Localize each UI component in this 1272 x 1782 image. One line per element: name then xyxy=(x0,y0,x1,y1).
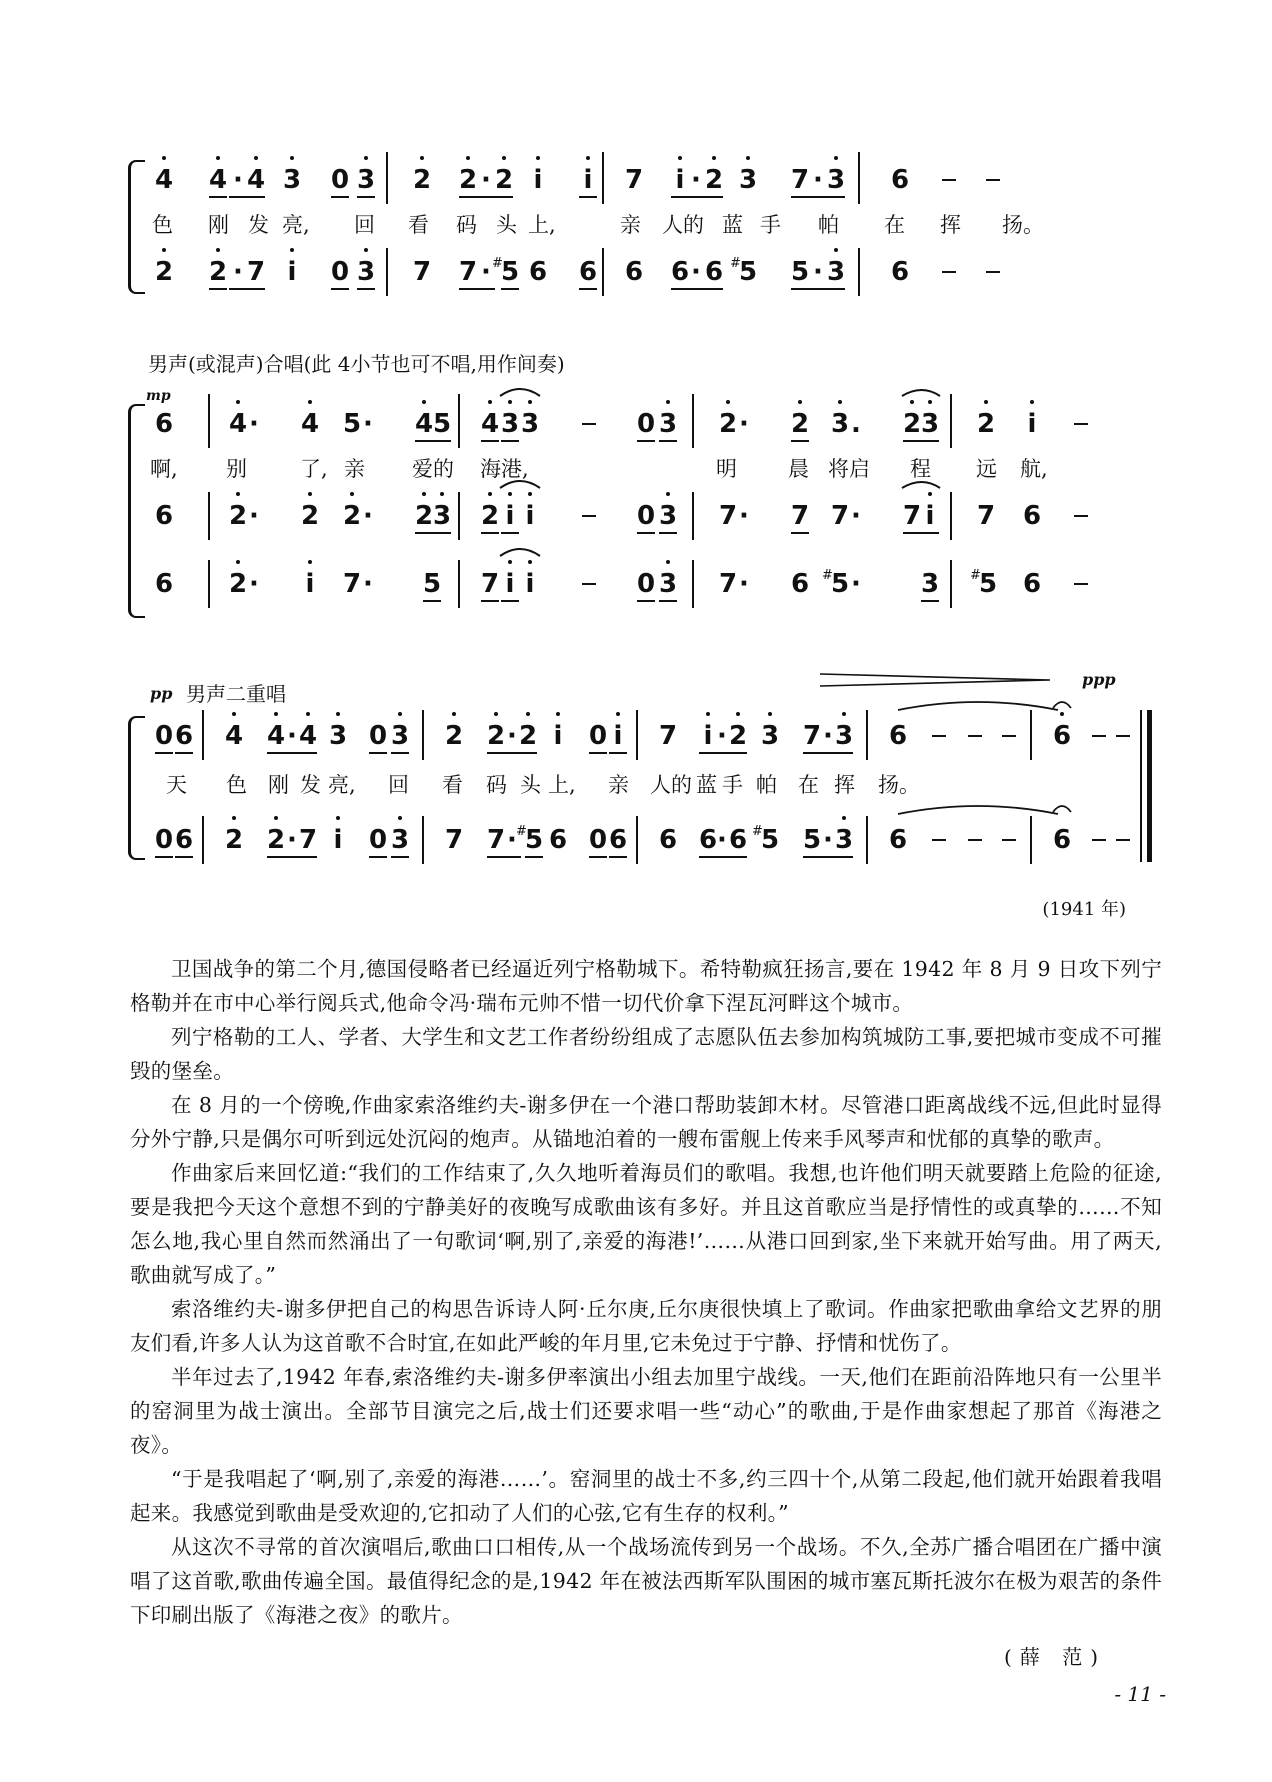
note: 7 xyxy=(790,160,810,200)
dot: · xyxy=(851,569,861,599)
dot: · xyxy=(712,716,732,756)
note: 2 xyxy=(300,496,320,536)
barline xyxy=(858,248,860,296)
dot: · xyxy=(712,820,732,860)
note: 6 xyxy=(154,409,174,439)
dynamic-mark: mp xyxy=(146,388,171,404)
section-label: 男声二重唱 xyxy=(186,682,286,706)
lyric: 发 xyxy=(248,213,269,237)
voice-lower xyxy=(150,252,1140,292)
note: 2 xyxy=(486,716,506,756)
lyric: 扬。 xyxy=(1002,213,1044,237)
note: 6 xyxy=(888,721,908,751)
note: 6 xyxy=(1022,569,1042,599)
note: 0 xyxy=(636,404,656,444)
barline xyxy=(602,152,604,204)
note: 3 xyxy=(920,404,940,444)
note: 2 xyxy=(342,496,362,536)
note: # 5 xyxy=(830,564,850,604)
fermata xyxy=(1053,702,1071,708)
lyric: 亲 xyxy=(608,773,629,797)
dot: · xyxy=(739,409,749,439)
note: 0 xyxy=(330,252,350,292)
note: 4 xyxy=(300,404,320,444)
note: 2 xyxy=(154,252,174,292)
lyric: 晨 xyxy=(788,457,809,481)
lyric: 明 xyxy=(716,457,737,481)
note: 3 xyxy=(738,160,758,200)
barline xyxy=(386,152,388,204)
note: i xyxy=(282,252,302,292)
paragraph: 作曲家后来回忆道:“我们的工作结束了,久久地听着海员们的歌唱。我想,也许他们明天就要踏上危险的征途,要是我把今天这个意想不到的宁静美好的夜晚写成歌曲该有多好。并且这首歌应当是抒情性的或真挚的……不知怎么地,我心里自然而然涌出了一句歌词‘啊,别了,亲爱的海港!’……从港口回到家,坐下来就开始写曲。用了两天,歌曲就写成了。” xyxy=(130,1161,1162,1287)
lyric: 人的 xyxy=(662,213,704,237)
note: 4 xyxy=(154,160,174,200)
lyric: 色 xyxy=(152,213,173,237)
note: 2 xyxy=(412,160,432,200)
note: 3 xyxy=(432,496,452,536)
lyric: 将启 xyxy=(828,457,870,481)
note: 4 xyxy=(208,160,228,200)
dot: · xyxy=(476,160,496,200)
note: 3 xyxy=(760,716,780,756)
paragraph: 卫国战争的第二个月,德国侵略者已经逼近列宁格勒城下。希特勒疯狂扬言,要在 1942 年 8 月 9 日攻下列宁格勒并在市中心举行阅兵式,他命令冯·瑞布元帅不惜一切代价拿下涅瓦河畔这个城市。 xyxy=(130,957,1162,1015)
note: 6 xyxy=(790,569,810,599)
voice-upper xyxy=(150,160,1140,200)
note: i xyxy=(578,160,598,200)
lyric: 发 xyxy=(300,773,321,797)
lyric: 爱的 xyxy=(412,457,454,481)
note: 2 xyxy=(228,564,248,604)
note: 7 xyxy=(486,820,506,860)
lyric: 刚 xyxy=(268,773,289,797)
note: # 5 xyxy=(978,564,998,604)
score-system-3 xyxy=(150,716,1140,866)
paragraph: 列宁格勒的工人、学者、大学生和文艺工作者纷纷组成了志愿队伍去参加构筑城防工事,要把城市变成不可摧毁的堡垒。 xyxy=(130,1025,1162,1083)
note: 3 xyxy=(356,160,376,200)
note: # 5 xyxy=(760,820,780,860)
dot: · xyxy=(363,569,373,599)
note: 4 xyxy=(298,716,318,756)
note: 7 xyxy=(246,252,266,292)
dash xyxy=(986,179,1000,181)
note: i xyxy=(608,716,628,756)
note: 7 xyxy=(298,820,318,860)
paragraph: 从这次不寻常的首次演唱后,歌曲口口相传,从一个战场流传到另一个战场。不久,全苏广播合唱团在广播中演唱了这首歌,歌曲传遍全国。最值得纪念的是,1942 年在被法西斯军队围困的城市塞瓦斯托波尔在极为艰苦的条件下印刷出版了《海港之夜》的歌片。 xyxy=(130,1535,1162,1627)
dot: · xyxy=(739,501,749,531)
note: 6 xyxy=(670,252,690,292)
note: i xyxy=(528,160,548,200)
note: 6 xyxy=(548,825,568,855)
note: 0 xyxy=(588,716,608,756)
note: 3 xyxy=(390,716,410,756)
decrescendo-hairpin xyxy=(820,668,1060,692)
paragraph: 半年过去了,1942 年春,索洛维约夫-谢多伊率演出小组去加里宁战线。一天,他们在距前沿阵地只有一公里半的窑洞里为战士演出。全部节目演完之后,战士们还要求唱一些“动心”的歌曲,于是作曲家想起了那首《海港之夜》。 xyxy=(130,1365,1162,1457)
lyric: 蓝 xyxy=(696,773,717,797)
barline xyxy=(386,248,388,296)
dot: · xyxy=(249,501,259,531)
paragraph: 索洛维约夫-谢多伊把自己的构思告诉诗人阿·丘尔庚,丘尔庚很快填上了歌词。作曲家把歌曲拿给文艺界的朋友们看,许多人认为这首歌不合时宜,在如此严峻的年月里,它未免过于宁静、抒情和忧伤了。 xyxy=(130,1297,1162,1355)
dash xyxy=(582,583,596,585)
system-brace xyxy=(128,716,145,860)
article-body xyxy=(130,952,1162,1632)
lyric: 在 xyxy=(884,213,905,237)
final-barline-thin xyxy=(1140,710,1142,862)
lyric: 码 xyxy=(486,773,507,797)
note: 7 xyxy=(718,501,738,531)
note: 6 xyxy=(704,252,724,292)
note: 0 xyxy=(636,496,656,536)
dynamic-mark: ppp xyxy=(1082,670,1116,689)
lyric: 了, xyxy=(300,457,328,481)
note: 2 xyxy=(414,496,434,536)
barline xyxy=(858,152,860,204)
lyric: 亮, xyxy=(328,773,356,797)
note: 6 xyxy=(154,501,174,531)
dot: · xyxy=(228,252,248,292)
note: 7 xyxy=(342,569,362,599)
note: 7 xyxy=(624,165,644,195)
note: # 5 xyxy=(500,252,520,292)
note: 7 xyxy=(976,501,996,531)
note: 2 xyxy=(790,404,810,444)
note: 2 xyxy=(704,160,724,200)
note: i xyxy=(520,564,540,604)
note: # 5 xyxy=(524,820,544,860)
dot: . xyxy=(851,409,861,439)
note: 2 xyxy=(518,716,538,756)
final-barline-thick xyxy=(1147,710,1152,862)
note: i xyxy=(698,716,718,756)
lyric: 亮, xyxy=(282,213,310,237)
note: 0 xyxy=(154,820,174,860)
note: 0 xyxy=(636,564,656,604)
note: 6 xyxy=(608,820,628,860)
dash xyxy=(986,271,1000,273)
note: i xyxy=(328,820,348,860)
lyric: 回 xyxy=(388,773,409,797)
fermata xyxy=(1053,806,1071,812)
lyric: 亲 xyxy=(344,457,365,481)
note: 2 xyxy=(494,160,514,200)
lyric: 头 xyxy=(496,213,517,237)
note: 4 xyxy=(266,716,286,756)
lyric: 扬。 xyxy=(878,773,920,797)
lyric: 挥 xyxy=(834,773,855,797)
note: 7 xyxy=(658,721,678,751)
note: 3 xyxy=(500,404,520,444)
paragraph: 在 8 月的一个傍晚,作曲家索洛维约夫-谢多伊在一个港口帮助装卸木材。尽管港口距离战线不远,但此时显得分外宁静,只是偶尔可听到远处沉闷的炮声。从锚地泊着的一艘布雷舰上传来手风琴声和忧郁的真挚的歌声。 xyxy=(130,1093,1162,1151)
page-number: - 11 - xyxy=(1114,1682,1166,1706)
note: 2 xyxy=(458,160,478,200)
lyric: 航, xyxy=(1020,457,1048,481)
lyric: 头 xyxy=(520,773,541,797)
lyric: 天 xyxy=(166,773,187,797)
note: 7 xyxy=(830,501,850,531)
slur xyxy=(902,390,940,396)
lyric: 回 xyxy=(354,213,375,237)
note: 3 xyxy=(390,820,410,860)
dash xyxy=(1074,583,1088,585)
dynamic-mark: pp xyxy=(150,684,173,703)
note: 2 xyxy=(976,404,996,444)
dot: · xyxy=(818,716,838,756)
lyric: 在 xyxy=(798,773,819,797)
note: 3 xyxy=(826,252,846,292)
note: 5 xyxy=(342,409,362,439)
lyric: 手 xyxy=(760,213,781,237)
author-signature: (薛 范) xyxy=(1004,1645,1106,1669)
dot: · xyxy=(363,501,373,531)
lyric: 刚 xyxy=(208,213,229,237)
dot: · xyxy=(502,716,522,756)
lyric: 挥 xyxy=(940,213,961,237)
section-label: 男声(或混声)合唱(此 4小节也可不唱,用作间奏) xyxy=(148,352,565,376)
lyric: 码 xyxy=(456,213,477,237)
dot: · xyxy=(228,160,248,200)
tie-marks xyxy=(150,696,1140,856)
dot: · xyxy=(249,569,259,599)
lyric: 看 xyxy=(442,773,463,797)
note: i xyxy=(500,496,520,536)
note: 0 xyxy=(368,820,388,860)
note: 2 xyxy=(480,496,500,536)
note: 3 xyxy=(356,252,376,292)
note: 3 xyxy=(834,716,854,756)
note: 5 xyxy=(790,252,810,292)
note: 3 xyxy=(282,160,302,200)
barline xyxy=(602,248,604,296)
lyric: 上, xyxy=(528,213,556,237)
note: 3 xyxy=(520,404,540,444)
note: 2 xyxy=(728,716,748,756)
note: i xyxy=(670,160,690,200)
note: 6 xyxy=(658,825,678,855)
dot: · xyxy=(282,716,302,756)
note: 3 xyxy=(658,564,678,604)
note: 7 xyxy=(802,716,822,756)
note: 2 xyxy=(266,820,286,860)
note: # 5 xyxy=(738,252,758,292)
note: 6 xyxy=(578,252,598,292)
note: 6 xyxy=(1052,716,1072,756)
note: 6 xyxy=(890,165,910,195)
note: 6 xyxy=(888,825,908,855)
note: 2 xyxy=(902,404,922,444)
note: 6 xyxy=(1022,501,1042,531)
dot: · xyxy=(363,409,373,439)
note: 0 xyxy=(588,820,608,860)
note: 3 xyxy=(834,820,854,860)
dash xyxy=(942,271,956,273)
dot: · xyxy=(476,252,496,292)
note: 6 xyxy=(174,820,194,860)
dot: · xyxy=(282,820,302,860)
note: 5 xyxy=(422,564,442,604)
note: 4 xyxy=(228,404,248,444)
note: 4 xyxy=(480,404,500,444)
note: 2 xyxy=(208,252,228,292)
note: 0 xyxy=(368,716,388,756)
lyric: 别 xyxy=(226,457,247,481)
note: 7 xyxy=(718,569,738,599)
system-brace xyxy=(128,160,145,294)
dot: · xyxy=(808,160,828,200)
slur xyxy=(902,482,940,488)
note: 2 xyxy=(224,820,244,860)
note: 6 xyxy=(890,257,910,287)
dot: · xyxy=(686,160,706,200)
note: 6 xyxy=(154,569,174,599)
note: 3 xyxy=(830,404,850,444)
note: 7 xyxy=(902,496,922,536)
note: 7 xyxy=(458,252,478,292)
lyric: 色 xyxy=(226,773,247,797)
note: 6 xyxy=(698,820,718,860)
lyric: 帕 xyxy=(818,213,839,237)
lyric: 程 xyxy=(910,457,931,481)
slur-marks xyxy=(150,382,1140,582)
note: 0 xyxy=(154,716,174,756)
dot: · xyxy=(739,569,749,599)
note: 3 xyxy=(658,496,678,536)
lyric: 蓝 xyxy=(722,213,743,237)
note: i xyxy=(920,496,940,536)
note: 5 xyxy=(432,404,452,444)
lyric: 帕 xyxy=(756,773,777,797)
system-brace xyxy=(128,404,145,618)
score-system-1 xyxy=(150,160,1140,300)
dot: · xyxy=(249,409,259,439)
dot: · xyxy=(502,820,522,860)
note: 7 xyxy=(444,825,464,855)
dot: · xyxy=(808,252,828,292)
score-system-2 xyxy=(146,388,1140,624)
lyric: 远 xyxy=(976,457,997,481)
note: i xyxy=(520,496,540,536)
paragraph: “于是我唱起了‘啊,别了,亲爱的海港……’。窑洞里的战士不多,约三四十个,从第二段起,他们就开始跟着我唱起来。我感觉到歌曲是受欢迎的,它扣动了人们的心弦,它有生存的权利。” xyxy=(130,1467,1162,1525)
note: 7 xyxy=(480,564,500,604)
lyrics-line-1 xyxy=(150,208,1140,242)
note: 6 xyxy=(174,716,194,756)
slur xyxy=(500,549,540,556)
note: 3 xyxy=(826,160,846,200)
composition-year: (1941 年) xyxy=(1042,899,1126,920)
lyric: 手 xyxy=(722,773,743,797)
note: 2 xyxy=(718,404,738,444)
lyric: 人的 xyxy=(650,773,692,797)
lyric: 看 xyxy=(408,213,429,237)
tie xyxy=(898,702,1058,710)
note: i xyxy=(500,564,520,604)
note: 7 xyxy=(790,496,810,536)
note: 2 xyxy=(444,716,464,756)
note: 6 xyxy=(1052,825,1072,855)
note: 6 xyxy=(728,820,748,860)
lyric: 啊, xyxy=(150,457,178,481)
lyric: 亲 xyxy=(620,213,641,237)
note: 3 xyxy=(920,564,940,604)
tie xyxy=(898,806,1058,814)
slur xyxy=(500,481,540,488)
note: 2 xyxy=(228,496,248,536)
note: i xyxy=(548,716,568,756)
dot: · xyxy=(851,501,861,531)
note: 3 xyxy=(658,404,678,444)
lyric: 海港, xyxy=(480,457,529,481)
dot: · xyxy=(686,252,706,292)
note: 4 xyxy=(414,404,434,444)
note: 5 xyxy=(802,820,822,860)
slur xyxy=(500,389,540,396)
note: 4 xyxy=(224,716,244,756)
note: 3 xyxy=(328,716,348,756)
note: 7 xyxy=(412,257,432,287)
note: i xyxy=(300,564,320,604)
dash xyxy=(942,179,956,181)
note: 6 xyxy=(528,257,548,287)
note: 6 xyxy=(624,257,644,287)
note: i xyxy=(1022,404,1042,444)
lyric: 上, xyxy=(548,773,576,797)
dot: · xyxy=(818,820,838,860)
note: 4 xyxy=(246,160,266,200)
note: 0 xyxy=(330,160,350,200)
